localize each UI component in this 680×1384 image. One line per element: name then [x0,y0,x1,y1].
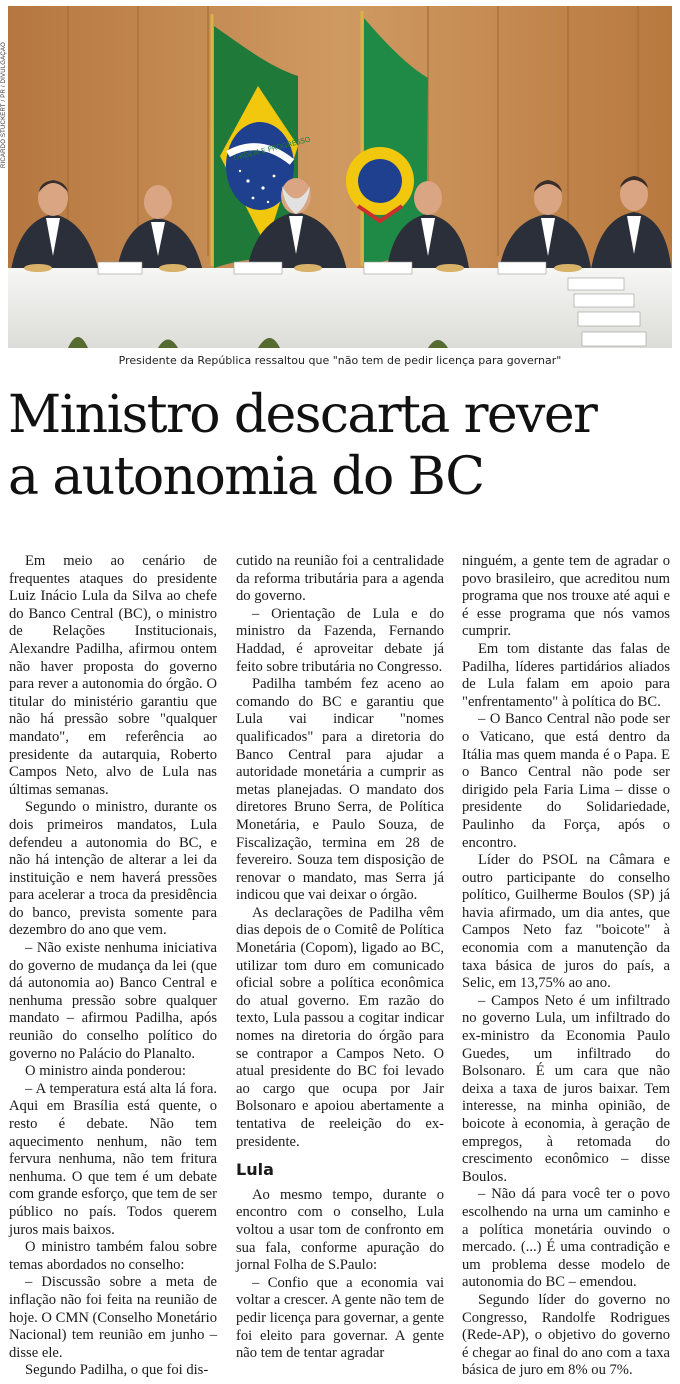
paragraph: – O Banco Central não pode ser o Vaticano, que está dentro da Itália mas quem manda é o Papa. E o Banco Central não pode ser dirigido pela Faria Lima – disse o presidente do Solidariedade, Paulinho da Força, após o encontro. [462,711,670,851]
paragraph: O ministro também falou sobre temas abordados no conselho: [9,1239,217,1273]
article-column-3 [462,553,670,1380]
paragraph: Em meio ao cenário de frequentes ataques do presidente Luiz Inácio Lula da Silva ao chefe do Banco Central (BC), o ministro de Relações Institucionais, Alexandre Padilha, afirmou ontem não haver proposta do governo para rever a autonomia do órgão. O titular do ministério garantiu que não há pressão sobre "qualquer mandato", em referência ao presidente da autarquia, Roberto Campos Neto, alvo de Lula nas últimas semanas. [9,553,217,798]
paragraph: – Campos Neto é um infiltrado no governo Lula, um infiltrado do ex-ministro da Economia Paulo Guedes, um infiltrado do Bolsonaro. É um cara que não deixa a taxa de juros baixar. Tem interesse, na minha opinião, de boicote à economia, à geração de empregos, à retomada do crescimento econômico – disse Boulos. [462,992,670,1185]
paragraph: – A temperatura está alta lá fora. Aqui em Brasília está quente, o resto é debate. Não tem aquecimento nenhum, não tem fervura nenhuma, não tem fritura nenhuma. O que tem é um debate com grande esforço, que tem de ser público no país. Todos querem juros mais baixos. [9,1080,217,1238]
article-column-2 [236,553,444,1363]
headline-line-2: a autonomia do BC [8,447,484,507]
meeting-photo-illustration [8,6,672,348]
paragraph: As declarações de Padilha vêm dias depois de o Comitê de Política Monetária (Copom), ligado ao BC, utilizar tom duro em comunicado oficial sobre a política econômica do atual governo. Em razão do texto, Lula passou a cogitar indicar nomes na diretoria do órgão para se contrapor a Campos Neto. O atual presidente do BC foi levado ao cargo que ocupa por Jair Bolsonaro e apoiou abertamente a tentativa de reeleição do ex-presidente. [236,904,444,1150]
paragraph: Ao mesmo tempo, durante o encontro com o conselho, Lula voltou a usar tom de confronto em sua fala, conforme apuração do jornal Folha de S.Paulo: [236,1186,444,1274]
photo-credit: RICARDO STUCKERT / PR / DIVULGAÇÃO [1,42,7,168]
paragraph: Segundo Padilha, o que foi dis- [25,1362,209,1379]
section-subhead: Lula [236,1160,274,1180]
paragraph: Líder do PSOL na Câmara e outro participante do conselho político, Guilherme Boulos (SP) já havia afirmado, um dia antes, que Campos Neto faz "boicote" à economia com a manutenção da taxa básica de juros do país, a Selic, em 13,75% ao ano. [462,852,670,992]
news-photo [8,6,672,348]
paragraph: – Não dá para você ter o povo escolhendo na urna um caminho e a política monetária ouvindo o mercado. (...) É uma contradição e um problema desse modelo de autonomia do BC – emendou. [462,1186,670,1291]
paragraph: Padilha também fez aceno ao comando do BC e garantiu que Lula vai indicar "nomes qualificados" para a diretoria do Banco Central para ajudar a autoridade monetária a cumprir as metas planejadas. O mandato dos diretores Bruno Serra, de Política Monetária, e Paulo Souza, de Fiscalização, termina em 28 de fevereiro. Souza tem disposição de renovar o mandato, mas Serra já indicou que vai deixar o órgão. [236,676,444,904]
flag-motto: ORDEM E PROGRESSO [232,135,312,163]
paragraph: – Confio que a economia vai voltar a crescer. A gente não tem de pedir licença para governar, a gente foi eleito para governar. A gente não tem de tentar agradar [236,1274,444,1362]
article-column-1 [9,553,217,1380]
paragraph: Segundo o ministro, durante os dois primeiros mandatos, Lula defendeu a autonomia do BC, e não há intenção de alterar a lei da instituição e nem haverá pressões para acelerar a troca da presidência do banco, prevista somente para dezembro do ano que vem. [9,799,217,939]
paragraph: – Discussão sobre a meta de inflação não foi feita na reunião de hoje. O CMN (Conselho Monetário Nacional) tem reunião em junho – disse ele. [9,1274,217,1361]
paragraph: ninguém, a gente tem de agradar o povo brasileiro, que acreditou num programa que nos trouxe até aqui e é esse programa que nós vamos cumprir. [462,553,670,640]
paragraph: Segundo líder do governo no Congresso, Randolfe Rodrigues (Rede-AP), o objetivo do governo é chegar ao final do ano com a taxa básica de juro em 8% ou 7%. [462,1291,670,1379]
photo-caption: Presidente da República ressaltou que "não tem de pedir licença para governar" [118,354,562,367]
paragraph: – Orientação de Lula e do ministro da Fazenda, Fernando Haddad, é aproveitar debate já feito sobre tributária no Congresso. [236,605,444,675]
headline-line-1: Ministro descarta rever [8,385,597,445]
paragraph: O ministro ainda ponderou: [25,1063,186,1080]
paragraph: Em tom distante das falas de Padilha, líderes partidários aliados de Lula falam em apoio para "enfrentamento" à política do BC. [462,640,670,710]
paragraph: – Não existe nenhuma iniciativa do governo de mudança da lei (que dá autonomia ao) Banco Central e nenhuma pressão sobre qualquer mandato – afirmou Padilha, após reunião do conselho político do governo no Palácio do Planalto. [9,940,217,1062]
headline [8,384,678,508]
paragraph: cutido na reunião foi a centralidade da reforma tributária para a agenda do governo. [236,553,444,605]
